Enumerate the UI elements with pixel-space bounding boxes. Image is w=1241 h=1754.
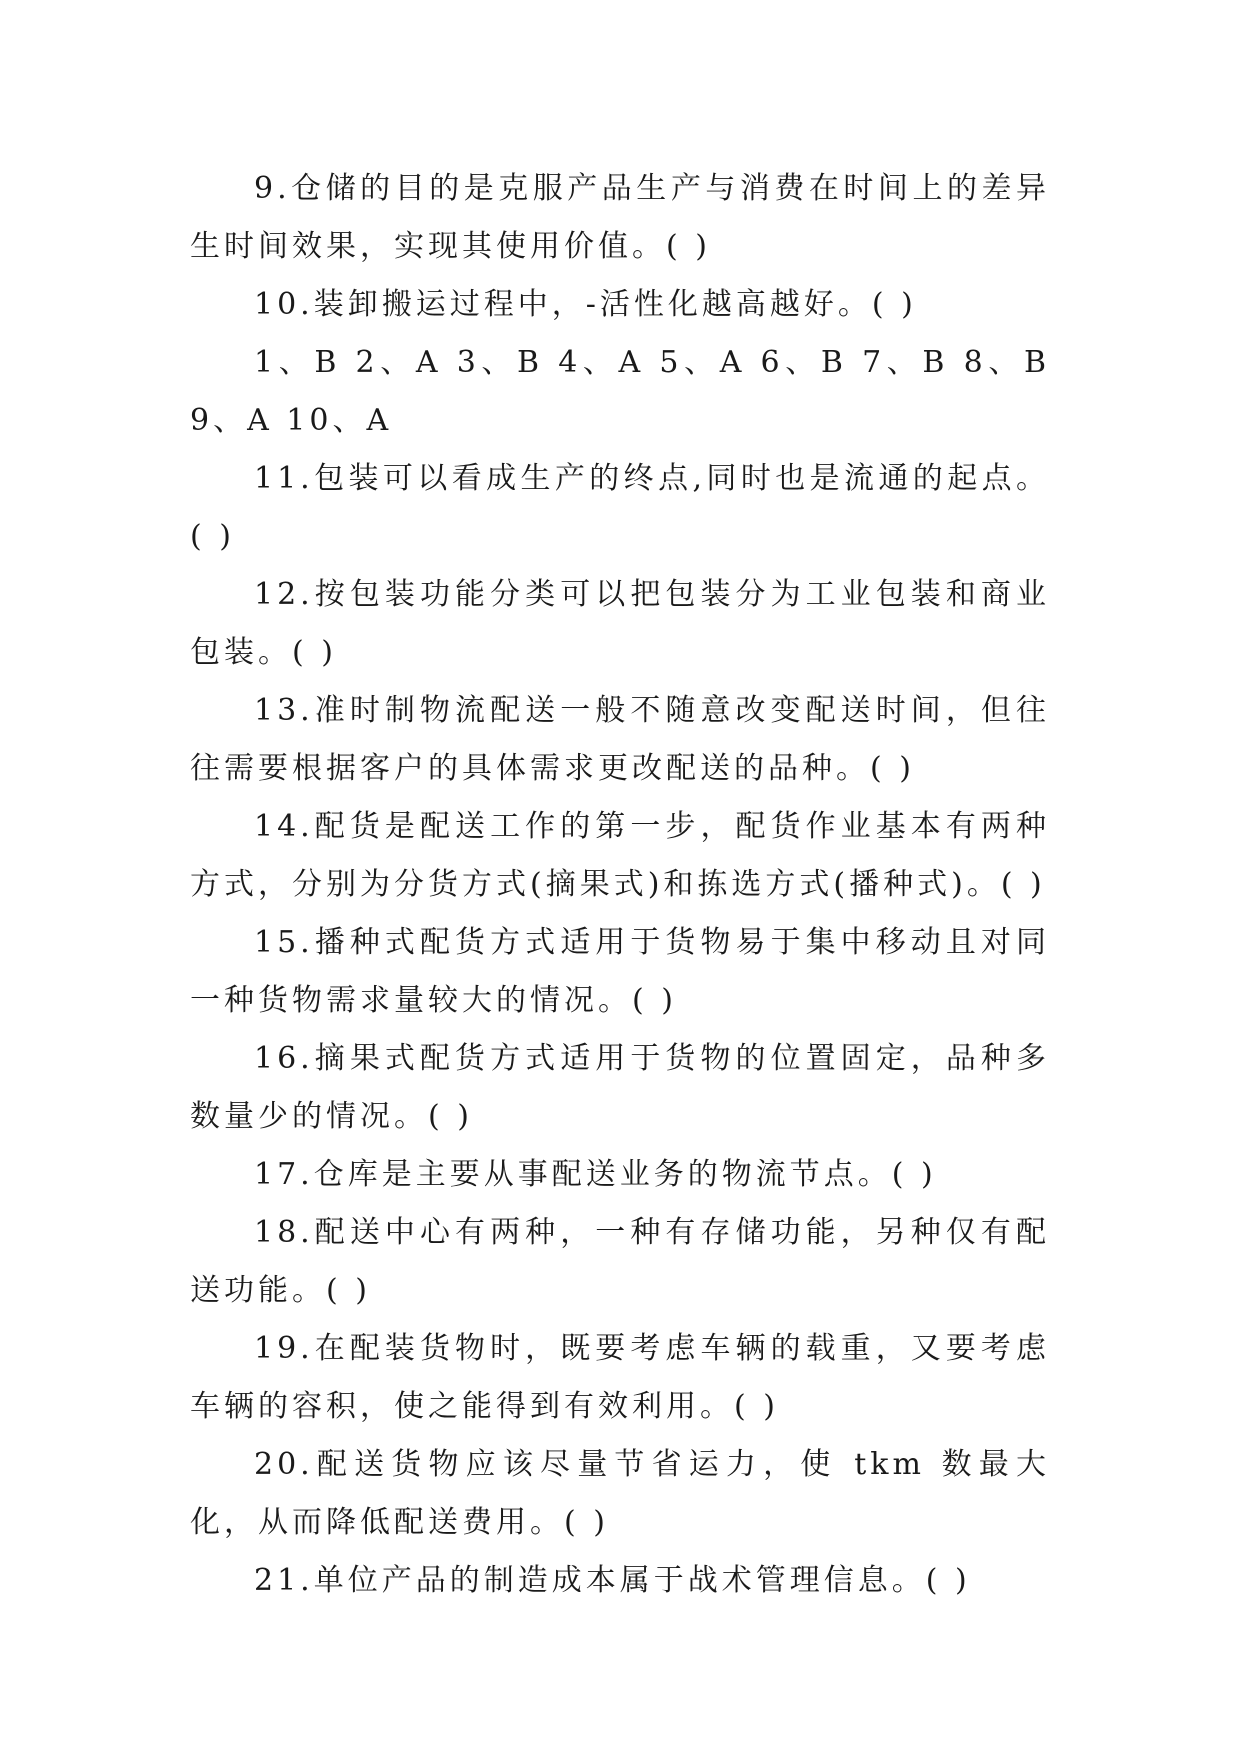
question-18: 18.配送中心有两种，一种有存储功能，另种仅有配送功能。( ) <box>190 1215 1050 1308</box>
question-9: 9.仓储的目的是克服产品生产与消费在时间上的差异生时间效果，实现其使用价值。( ) <box>190 171 1050 264</box>
question-17: 17.仓库是主要从事配送业务的物流节点。( ) <box>254 1157 937 1192</box>
document-body <box>190 160 1050 1610</box>
question-14: 14.配货是配送工作的第一步，配货作业基本有两种方式，分别为分货方式(摘果式)和拣选方式(播种式)。( ) <box>190 809 1050 902</box>
answer-key: 1、B 2、A 3、B 4、A 5、A 6、B 7、B 8、B 9、A 10、A <box>190 345 1050 438</box>
question-12: 12.按包装功能分类可以把包装分为工业包装和商业包装。( ) <box>190 577 1050 670</box>
question-13: 13.准时制物流配送一般不随意改变配送时间，但往往需要根据客户的具体需求更改配送的品种。( ) <box>190 693 1050 786</box>
question-16: 16.摘果式配货方式适用于货物的位置固定，品种多数量少的情况。( ) <box>190 1041 1050 1134</box>
question-21: 21.单位产品的制造成本属于战术管理信息。( ) <box>254 1563 971 1598</box>
question-19: 19.在配装货物时，既要考虑车辆的载重，又要考虑车辆的容积，使之能得到有效利用。( ) <box>190 1331 1050 1424</box>
question-11: 11.包装可以看成生产的终点,同时也是流通的起点。( ) <box>190 461 1050 554</box>
question-10: 10.装卸搬运过程中，-活性化越高越好。( ) <box>254 287 917 322</box>
question-15: 15.播种式配货方式适用于货物易于集中移动且对同一种货物需求量较大的情况。( ) <box>190 925 1050 1018</box>
question-20: 20.配送货物应该尽量节省运力，使 tkm 数最大化，从而降低配送费用。( ) <box>190 1447 1050 1540</box>
